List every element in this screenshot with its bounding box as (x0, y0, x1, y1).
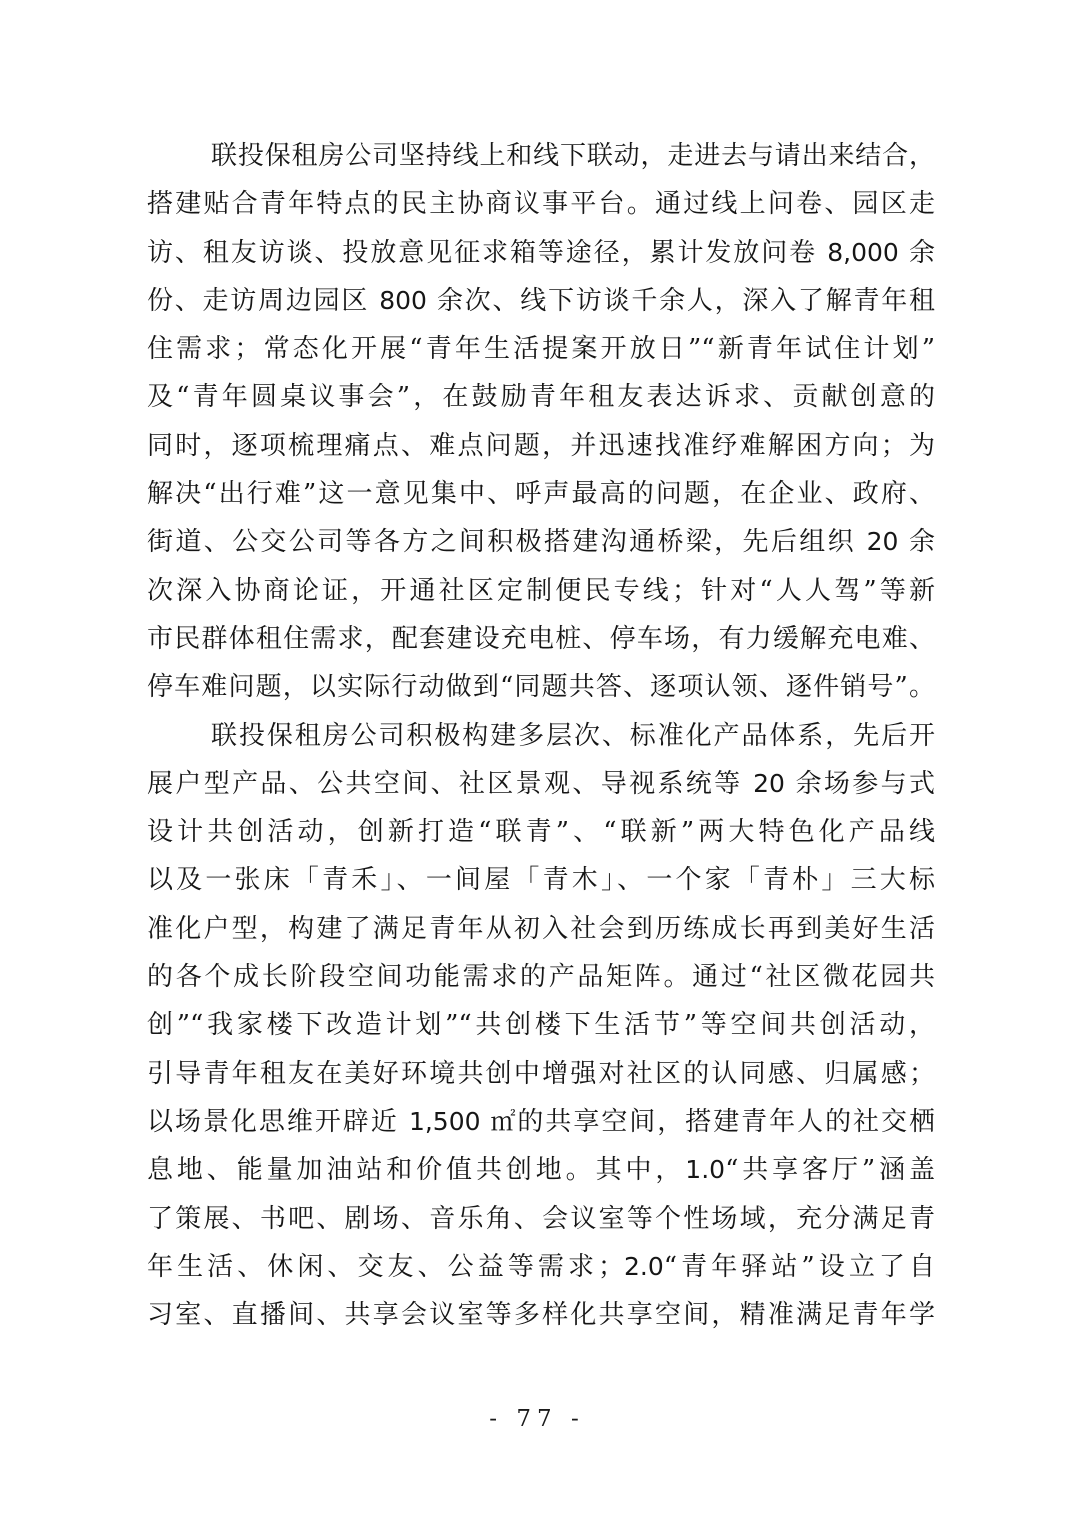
text-line: 份、走访周边园区 800 余次、线下访谈千余人，深入了解青年租 (147, 285, 935, 316)
text-line: 联投保租房公司积极构建多层次、标准化产品体系，先后开 (211, 720, 935, 751)
paragraph-2 (147, 712, 935, 1340)
text-line: 访、租友访谈、投放意见征求箱等途径，累计发放问卷 8,000 余 (147, 237, 935, 268)
text-line: 及“青年圆桌议事会”，在鼓励青年租友表达诉求、贡献创意的 (147, 382, 935, 413)
page-number: - 77 - (489, 1406, 585, 1432)
text-line: 引导青年租友在美好环境共创中增强对社区的认同感、归属感； (147, 1058, 935, 1089)
text-line: 解决“出行难”这一意见集中、呼声最高的问题，在企业、政府、 (147, 479, 935, 510)
text-line: 以及一张床「青禾」、一间屋「青木」、一个家「青朴」三大标 (147, 865, 935, 896)
text-line: 息地、能量加油站和价值共创地。其中，1.0“共享客厅”涵盖 (147, 1155, 935, 1186)
text-line: 的各个成长阶段空间功能需求的产品矩阵。通过“社区微花园共 (147, 962, 935, 993)
text-line: 展户型产品、公共空间、社区景观、导视系统等 20 余场参与式 (147, 768, 935, 799)
text-line: 了策展、书吧、剧场、音乐角、会议室等个性场域，充分满足青 (147, 1203, 935, 1234)
text-line: 停车难问题，以实际行动做到“同题共答、逐项认领、逐件销号”。 (147, 672, 935, 703)
text-line: 住需求；常态化开展“青年生活提案开放日”“新青年试住计划” (147, 334, 935, 365)
text-line: 设计共创活动，创新打造“联青”、“联新”两大特色化产品线 (147, 817, 935, 848)
paragraph-1 (147, 132, 935, 712)
document-body (147, 132, 935, 1339)
text-line: 联投保租房公司坚持线上和线下联动，走进去与请出来结合， (211, 141, 935, 171)
text-line: 年生活、休闲、交友、公益等需求；2.0“青年驿站”设立了自 (147, 1251, 935, 1282)
text-line: 街道、公交公司等各方之间积极搭建沟通桥梁，先后组织 20 余 (147, 527, 935, 558)
text-line: 次深入协商论证，开通社区定制便民专线；针对“人人驾”等新 (147, 575, 935, 606)
text-line: 习室、直播间、共享会议室等多样化共享空间，精准满足青年学 (147, 1300, 935, 1331)
text-line: 以场景化思维开辟近 1,500 ㎡的共享空间，搭建青年人的社交栖 (147, 1106, 935, 1137)
text-line: 搭建贴合青年特点的民主协商议事平台。通过线上问卷、园区走 (147, 189, 935, 220)
text-line: 准化户型，构建了满足青年从初入社会到历练成长再到美好生活 (147, 913, 935, 944)
text-line: 创”“我家楼下改造计划”“共创楼下生活节”等空间共创活动， (147, 1010, 935, 1041)
page-footer (0, 1406, 1074, 1432)
text-line: 市民群体租住需求，配套建设充电桩、停车场，有力缓解充电难、 (147, 623, 935, 654)
text-line: 同时，逐项梳理痛点、难点问题，并迅速找准纾难解困方向；为 (147, 430, 935, 461)
